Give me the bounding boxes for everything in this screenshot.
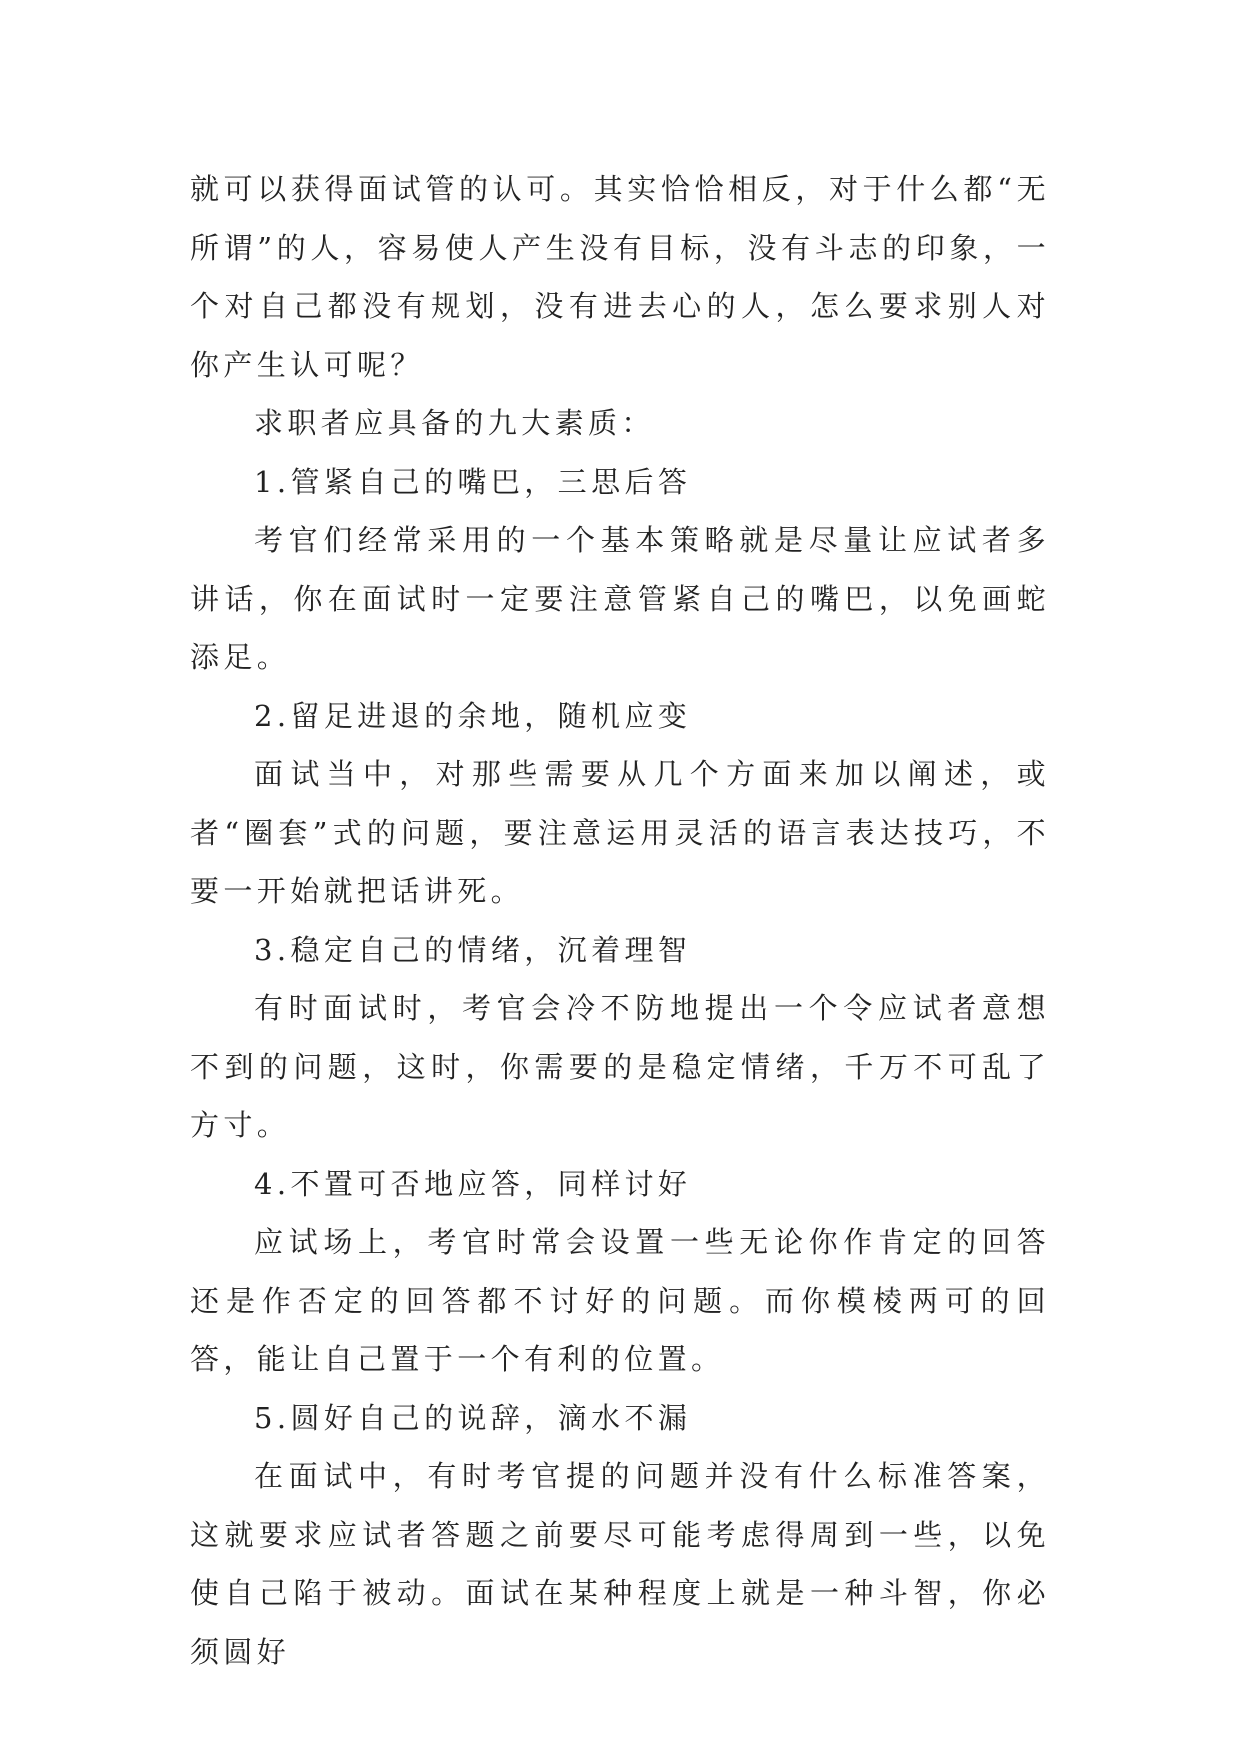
section-heading-1: 1.管紧自己的嘴巴，三思后答 (254, 464, 692, 499)
section-heading-4: 4.不置可否地应答，同样讨好 (254, 1166, 692, 1201)
paragraph-5: 在面试中，有时考官提的问题并没有什么标准答案，这就要求应试者答题之前要尽可能考虑得周到一些，以免使自己陷于被动。面试在某种程度上就是一种斗智，你必须圆好 (190, 1459, 1050, 1669)
paragraph-4: 应试场上，考官时常会设置一些无论你作肯定的回答还是作否定的回答都不讨好的问题。而你模棱两可的回答，能让自己置于一个有利的位置。 (190, 1225, 1050, 1376)
paragraph-1: 考官们经常采用的一个基本策略就是尽量让应试者多讲话，你在面试时一定要注意管紧自己的嘴巴，以免画蛇添足。 (190, 523, 1050, 674)
paragraph-2: 面试当中，对那些需要从几个方面来加以阐述，或者“圈套”式的问题，要注意运用灵活的语言表达技巧，不要一开始就把话讲死。 (190, 757, 1050, 908)
paragraph-qualities-intro: 求职者应具备的九大素质： (254, 406, 655, 440)
section-heading-3: 3.稳定自己的情绪，沉着理智 (254, 932, 692, 967)
paragraph-continuation: 就可以获得面试管的认可。其实恰恰相反，对于什么都“无所谓”的人，容易使人产生没有目标，没有斗志的印象，一个对自己都没有规划，没有进去心的人，怎么要求别人对你产生认可呢？ (190, 172, 1050, 382)
document-body (190, 160, 1050, 1681)
section-heading-5: 5.圆好自己的说辞，滴水不漏 (254, 1400, 692, 1435)
paragraph-3: 有时面试时，考官会冷不防地提出一个令应试者意想不到的问题，这时，你需要的是稳定情绪，千万不可乱了方寸。 (190, 991, 1050, 1142)
section-heading-2: 2.留足进退的余地，随机应变 (254, 698, 692, 733)
